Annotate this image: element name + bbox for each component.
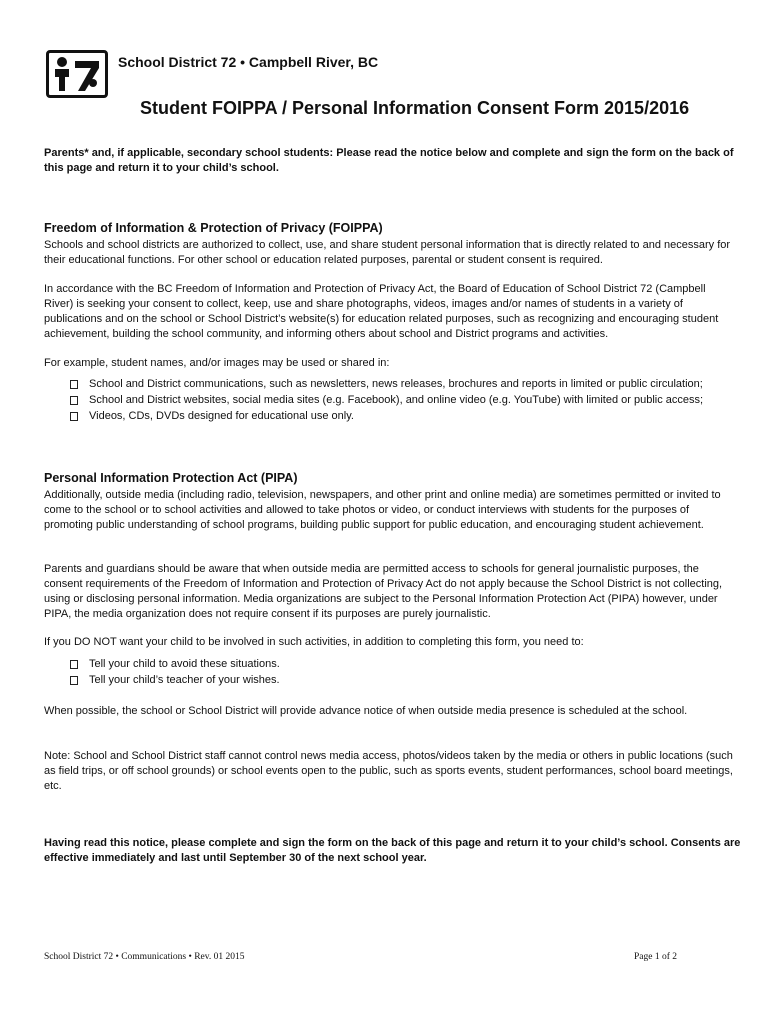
checkbox-icon xyxy=(70,676,78,685)
pipa-paragraph-3: If you DO NOT want your child to be involved in such activities, in addition to completing this form, you need to: xyxy=(44,636,584,648)
closing-instructions: Having read this notice, please complete and sign the form on the back of this page and return it to your child’s school. Consents are effective immediately and last until September 30 of the next school year. xyxy=(44,837,741,864)
checkbox-icon xyxy=(70,412,78,421)
list-item: School and District communications, such as newsletters, news releases, brochures and reports in limited or public circulation; xyxy=(44,376,703,392)
school-district-logo xyxy=(46,50,108,98)
page-title: Student FOIPPA / Personal Information Consent Form 2015/2016 xyxy=(140,98,690,118)
pipa-paragraph-4: When possible, the school or School District will provide advance notice of when outside media presence is scheduled at the school. xyxy=(44,705,688,717)
page-number: Page 1 of 2 xyxy=(634,952,678,962)
footer-left: School District 72 • Communications • Rev. 01 2015 xyxy=(44,952,245,962)
list-item: Tell your child’s teacher of your wishes. xyxy=(44,672,280,688)
media-note: Note: School and School District staff cannot control news media access, photos/videos taken by the media or others in public locations (such as field trips, or off school grounds) or school events open to the public, such as sports events, student performances, school board meetings, etc. xyxy=(44,750,733,792)
checkbox-icon xyxy=(70,380,78,389)
foippa-usage-list xyxy=(44,376,703,424)
foippa-heading: Freedom of Information & Protection of Privacy (FOIPPA) xyxy=(44,221,383,235)
list-item: School and District websites, social media sites (e.g. Facebook), and online video (e.g. YouTube) with limited or public access; xyxy=(44,392,703,408)
intro-instructions: Parents* and, if applicable, secondary school students: Please read the notice below and complete and sign the form on the back of this page and return it to your child’s school. xyxy=(44,147,734,174)
district-name: School District 72 • Campbell River, BC xyxy=(118,54,379,70)
list-item: Tell your child to avoid these situations. xyxy=(44,656,280,672)
foippa-paragraph-1: Schools and school districts are authorized to collect, use, and share student personal information that is directly related to and necessary for their educational functions. For other school or education related purposes, parental or student consent is required. xyxy=(44,239,731,266)
pipa-paragraph-1: Additionally, outside media (including radio, television, newspapers, and other print and online media) are sometimes permitted or invited to come to the school or to school activities and allowed to take photos or video, or conduct interviews with students for the purposes of promoting public understanding of school programs, building public support for public education, and encouraging student achievement. xyxy=(44,489,721,531)
checkbox-icon xyxy=(70,396,78,405)
foippa-paragraph-2: In accordance with the BC Freedom of Information and Protection of Privacy Act, the Board of Education of School District 72 (Campbell River) is seeking your consent to collect, keep, use and share photographs, videos, images and/or names of students in a variety of publications and on the school or School District’s website(s) for education related purposes, such as recognizing and encouraging student achievement, building the school community, and informing others about school and District programs and activities. xyxy=(44,283,719,340)
foippa-paragraph-3: For example, student names, and/or images may be used or shared in: xyxy=(44,357,390,369)
pipa-heading: Personal Information Protection Act (PIPA) xyxy=(44,471,298,485)
list-item: Videos, CDs, DVDs designed for educational use only. xyxy=(44,408,703,424)
pipa-action-list xyxy=(44,656,280,688)
checkbox-icon xyxy=(70,660,78,669)
pipa-paragraph-2: Parents and guardians should be aware that when outside media are permitted access to schools for general journalistic purposes, the consent requirements of the Freedom of Information and Protection of Privacy Act do not apply because the School District is not collecting, using or disclosing personal information. Media organizations are subject to the Personal Information Protection Act (PIPA) however, under PIPA, the media organization does not require consent if its purposes are purely journalistic. xyxy=(44,563,723,620)
